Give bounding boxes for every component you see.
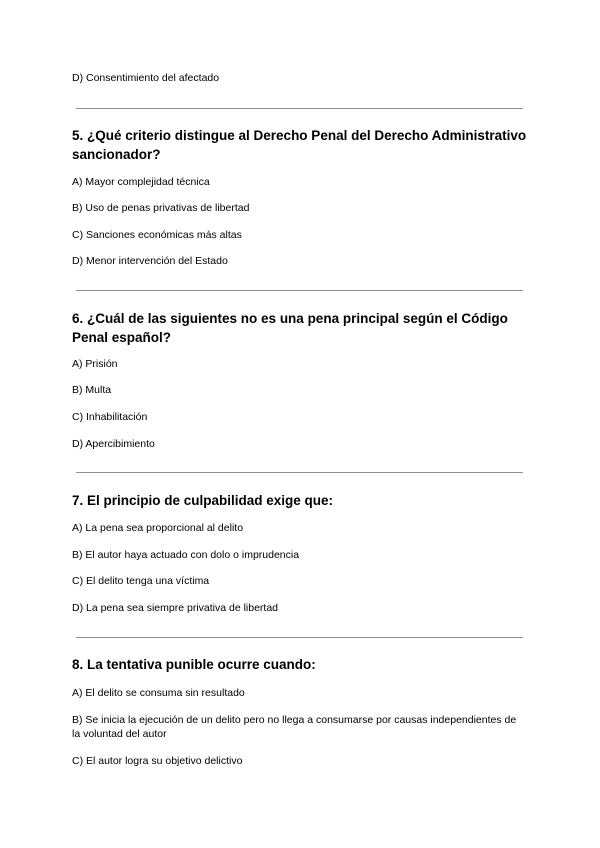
q7-option-b: B) El autor haya actuado con dolo o imprudencia: [72, 549, 300, 561]
q7-option-d: D) La pena sea siempre privativa de libertad: [72, 602, 279, 614]
question-7-title: 7. El principio de culpabilidad exige que:: [72, 493, 334, 508]
divider: [76, 637, 523, 638]
q8-option-b: B) Se inicia la ejecución de un delito pero no llega a consumarse por causas independientes de la voluntad del autor: [72, 714, 517, 740]
question-8-title: 8. La tentativa punible ocurre cuando:: [72, 657, 316, 672]
divider: [76, 290, 523, 291]
question-6-title: 6. ¿Cuál de las siguientes no es una pena principal según el Código Penal español?: [72, 311, 508, 345]
question-5-title: 5. ¿Qué criterio distingue al Derecho Penal del Derecho Administrativo sancionador?: [72, 128, 527, 162]
q5-option-d: D) Menor intervención del Estado: [72, 255, 228, 267]
q5-option-c: C) Sanciones económicas más altas: [72, 229, 242, 241]
q5-option-a: A) Mayor complejidad técnica: [72, 176, 210, 188]
q6-option-d: D) Apercibimiento: [72, 438, 155, 450]
q7-option-c: C) El delito tenga una víctima: [72, 575, 210, 587]
q4-option-d: D) Consentimiento del afectado: [72, 72, 220, 84]
q5-option-b: B) Uso de penas privativas de libertad: [72, 202, 250, 214]
q7-option-a: A) La pena sea proporcional al delito: [72, 522, 244, 534]
q8-option-a: A) El delito se consuma sin resultado: [72, 687, 245, 699]
q6-option-b: B) Multa: [72, 384, 112, 396]
q8-option-c: C) El autor logra su objetivo delictivo: [72, 755, 243, 767]
q6-option-c: C) Inhabilitación: [72, 411, 148, 423]
divider: [76, 472, 523, 473]
q6-option-a: A) Prisión: [72, 358, 118, 370]
divider: [76, 108, 523, 109]
